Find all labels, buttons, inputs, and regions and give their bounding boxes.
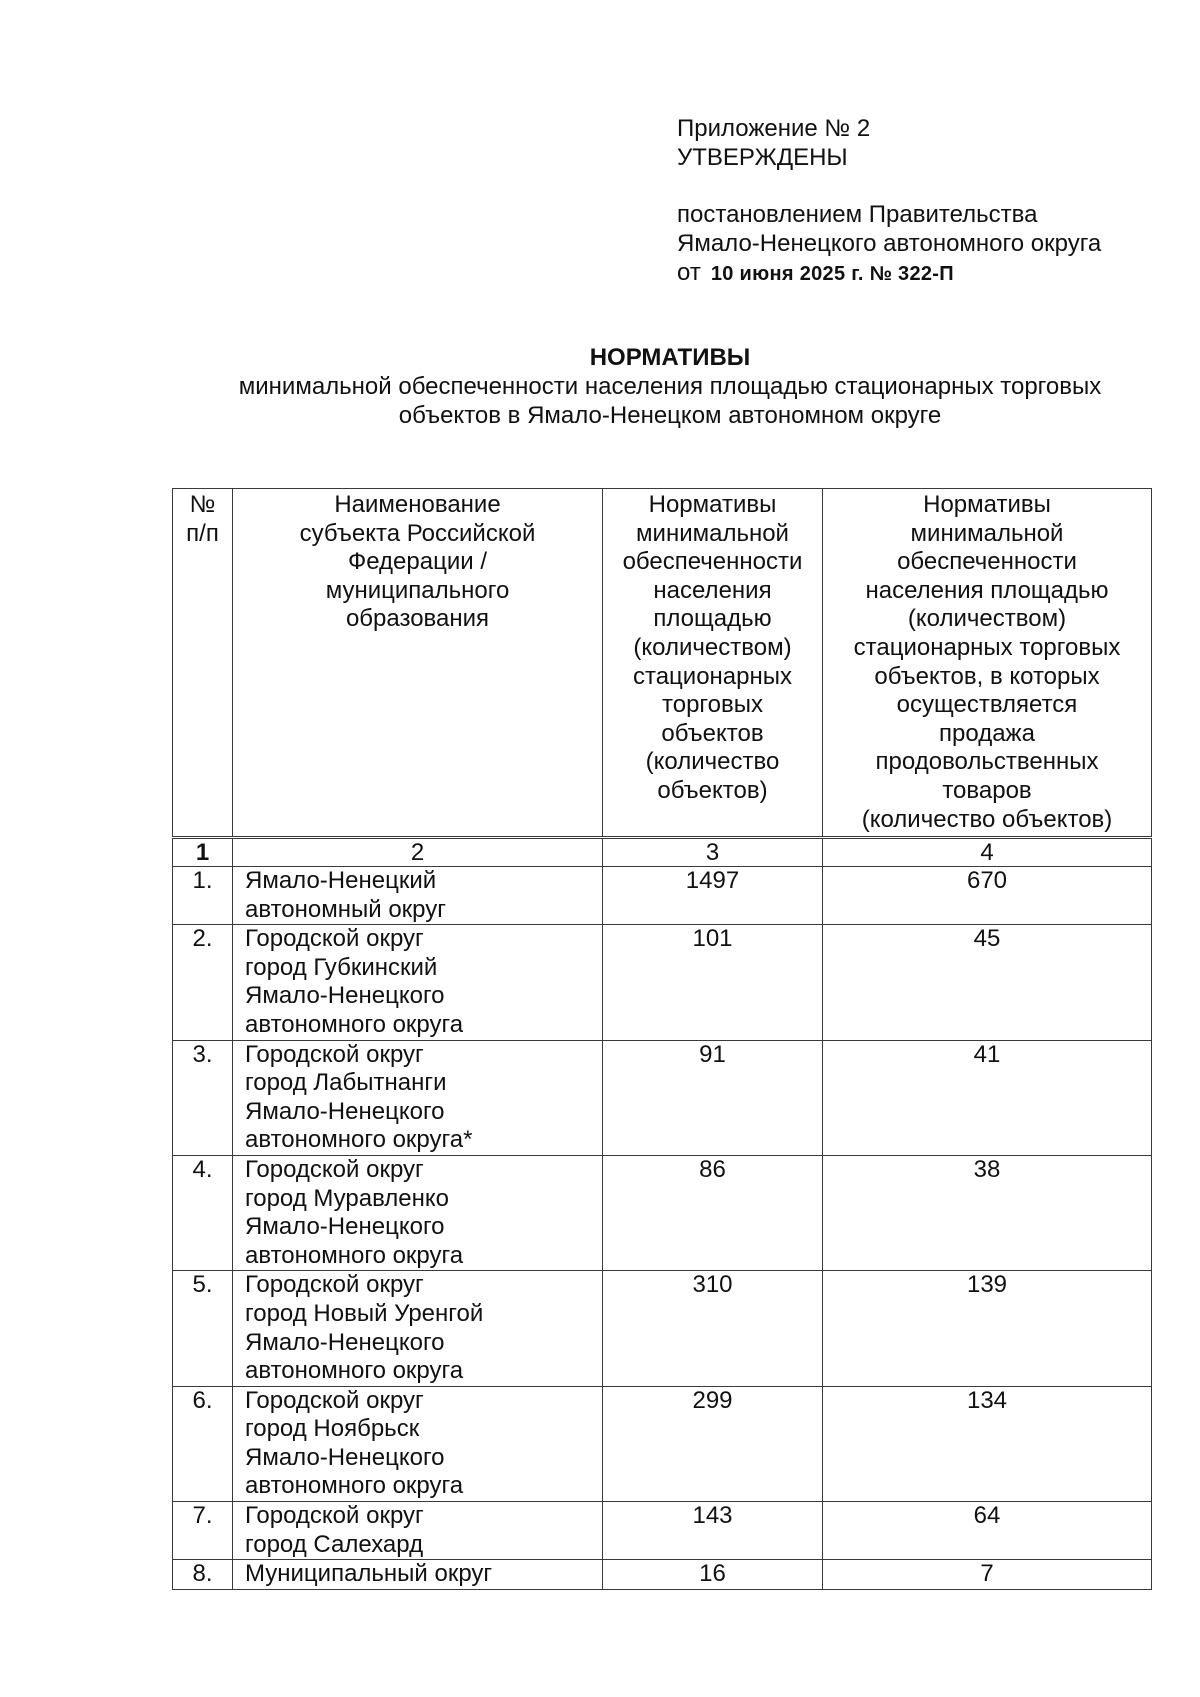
header-line: продажа: [939, 719, 1035, 747]
header-line: минимальной: [636, 519, 789, 547]
column-number: 1: [173, 838, 233, 867]
header-line: обеспеченности: [622, 548, 803, 576]
row-total-norm: 101: [603, 925, 823, 1040]
row-name: [233, 1040, 603, 1155]
row-name-line: Городской округ: [245, 925, 424, 953]
table-row: [173, 867, 1152, 925]
date-value: 10 июня 2025 г. № 322-П: [710, 263, 954, 285]
column-number: 2: [233, 838, 603, 867]
approved-label: УТВЕРЖДЕНЫ: [677, 144, 848, 171]
title-heading: НОРМАТИВЫ: [589, 344, 751, 371]
column-number: 4: [823, 838, 1152, 867]
row-name: [233, 1386, 603, 1501]
row-name-line: Городской округ: [245, 1386, 424, 1414]
row-name-line: город Лабытнанги: [245, 1069, 447, 1097]
date-prefix: от: [677, 259, 701, 286]
norms-table: [172, 488, 1152, 1590]
header-line: субъекта Российской: [299, 519, 536, 547]
header-line: обеспеченности: [897, 548, 1077, 576]
row-name-line: Ямало-Ненецкий: [245, 867, 437, 894]
row-name: [233, 1560, 603, 1590]
header-line: продовольственных: [875, 748, 1099, 776]
appendix-label: Приложение № 2: [677, 115, 871, 142]
row-food-norm: 64: [823, 1502, 1152, 1560]
row-name-line: Ямало-Ненецкого: [245, 1443, 445, 1471]
row-name-line: Муниципальный округ: [245, 1560, 493, 1588]
row-index: 6.: [173, 1386, 233, 1501]
header-line: п/п: [186, 519, 219, 547]
row-food-norm: 134: [823, 1386, 1152, 1501]
header-total-norm: [603, 489, 823, 838]
header-line: №: [189, 491, 216, 518]
row-name: [233, 867, 603, 925]
row-name-line: Ямало-Ненецкого: [245, 1328, 445, 1356]
row-name-line: Ямало-Ненецкого: [245, 982, 445, 1010]
row-name-line: автономного округа*: [245, 1126, 473, 1154]
table-row: [173, 1502, 1152, 1560]
row-name-line: Ямало-Ненецкого: [245, 1213, 445, 1241]
header-line: осуществляется: [896, 691, 1078, 719]
row-name-line: Городской округ: [245, 1502, 424, 1530]
row-name: [233, 1502, 603, 1560]
row-name-line: город Ноябрьск: [245, 1415, 420, 1443]
row-index: 4.: [173, 1155, 233, 1270]
header-line: площадью: [653, 605, 772, 633]
row-total-norm: 91: [603, 1040, 823, 1155]
row-name: [233, 925, 603, 1040]
row-name-line: город Новый Уренгой: [245, 1299, 484, 1327]
row-index: 3.: [173, 1040, 233, 1155]
approval-block: [677, 114, 1101, 289]
table-row: [173, 1386, 1152, 1501]
table-row: [173, 1560, 1152, 1590]
header-line: муниципального: [325, 576, 510, 604]
header-line: населения площадью: [865, 576, 1109, 604]
row-food-norm: 7: [823, 1560, 1152, 1590]
header-line: товаров: [942, 776, 1032, 804]
row-name-line: автономного округа: [245, 1357, 464, 1385]
row-name-line: город Салехард: [245, 1530, 424, 1558]
row-total-norm: 86: [603, 1155, 823, 1270]
row-name: [233, 1155, 603, 1270]
table-row: [173, 1040, 1152, 1155]
header-line: объектов, в которых: [874, 662, 1100, 690]
row-total-norm: 299: [603, 1386, 823, 1501]
header-line: объектов): [657, 776, 768, 804]
header-line: стационарных торговых: [853, 633, 1121, 661]
header-line: (количеством): [633, 633, 792, 661]
row-food-norm: 670: [823, 867, 1152, 925]
header-line: объектов: [661, 719, 764, 747]
row-total-norm: 16: [603, 1560, 823, 1590]
row-name-line: Ямало-Ненецкого: [245, 1097, 445, 1125]
header-line: (количество: [645, 748, 780, 776]
row-index: 5.: [173, 1271, 233, 1386]
resolution-date-line: [677, 258, 1101, 289]
row-food-norm: 38: [823, 1155, 1152, 1270]
header-name: [233, 489, 603, 838]
header-line: (количество объектов): [861, 805, 1113, 833]
row-index: 1.: [173, 867, 233, 925]
header-line: Нормативы: [923, 491, 1051, 518]
row-name-line: Городской округ: [245, 1271, 424, 1299]
column-number: 3: [603, 838, 823, 867]
row-name-line: автономного округа: [245, 1010, 464, 1038]
table-row: [173, 1271, 1152, 1386]
row-food-norm: 139: [823, 1271, 1152, 1386]
row-name-line: город Губкинский: [245, 953, 438, 981]
header-line: стационарных: [632, 662, 793, 690]
title-subtitle-line-2: объектов в Ямало-Ненецком автономном округе: [398, 402, 942, 429]
table-row: [173, 1155, 1152, 1270]
row-index: 2.: [173, 925, 233, 1040]
row-name-line: Городской округ: [245, 1155, 424, 1183]
header-line: образования: [345, 605, 490, 633]
row-name-line: Городской округ: [245, 1040, 424, 1068]
header-line: населения: [653, 576, 772, 604]
header-food-norm: [823, 489, 1152, 838]
row-index: 7.: [173, 1502, 233, 1560]
row-name-line: автономного округа: [245, 1472, 464, 1500]
row-total-norm: 1497: [603, 867, 823, 925]
header-line: Нормативы: [648, 491, 777, 518]
resolution-line-1: постановлением Правительства: [677, 201, 1038, 228]
column-number-row: [173, 838, 1152, 867]
row-food-norm: 41: [823, 1040, 1152, 1155]
header-line: торговых: [662, 691, 763, 719]
row-total-norm: 143: [603, 1502, 823, 1560]
table-row: [173, 925, 1152, 1040]
header-line: Федерации /: [347, 548, 487, 576]
table-header-row: [173, 489, 1152, 838]
document-title: [170, 343, 1170, 430]
title-subtitle-line-1: минимальной обеспеченности населения площадью стационарных торговых: [238, 373, 1102, 400]
header-line: (количеством): [907, 605, 1067, 633]
header-number: [173, 489, 233, 838]
header-line: Наименование: [334, 491, 501, 518]
resolution-line-2: Ямало-Ненецкого автономного округа: [677, 230, 1102, 257]
row-name: [233, 1271, 603, 1386]
row-name-line: автономный округ: [245, 895, 446, 923]
header-line: минимальной: [910, 519, 1064, 547]
table-body: [173, 838, 1152, 1590]
row-name-line: город Муравленко: [245, 1184, 450, 1212]
row-total-norm: 310: [603, 1271, 823, 1386]
row-name-line: автономного округа: [245, 1241, 464, 1269]
row-index: 8.: [173, 1560, 233, 1590]
row-food-norm: 45: [823, 925, 1152, 1040]
